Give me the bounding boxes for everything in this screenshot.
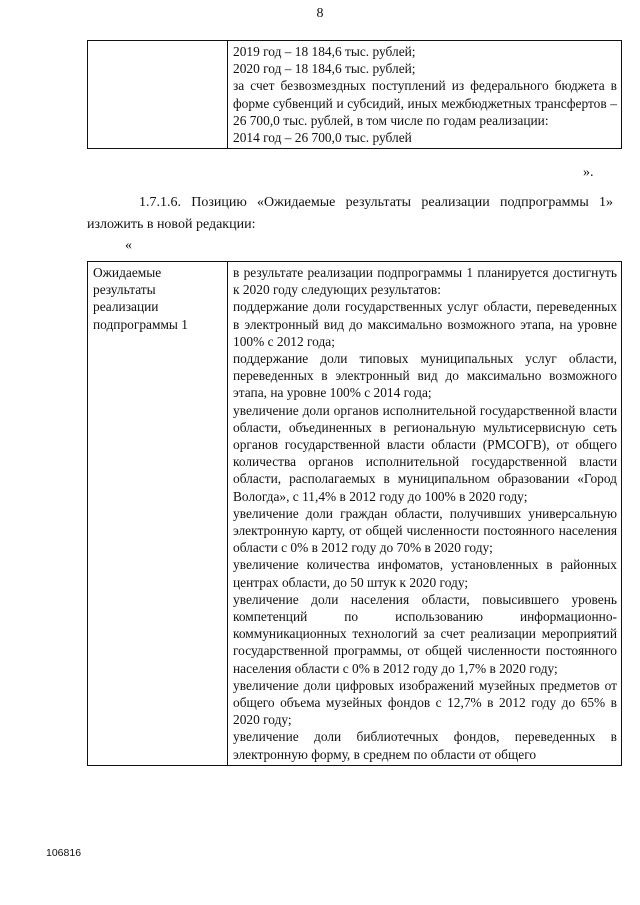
funding-table-continued (87, 40, 622, 149)
opening-quote: « (125, 238, 132, 253)
amendment-paragraph (87, 192, 613, 236)
funding-table-right-cell (228, 41, 622, 149)
funding-table-left-cell (88, 41, 228, 149)
result-item: увеличение доли органов исполнительной государственной власти области, объединенных в региональную мультисервисную сеть органов государственной власти области (РМСОГВ), от общего количества органов исполнительной государственной власти области, располагаемых в муниципальном образовании «Город Вологда», с 11,4% в 2012 году до 100% в 2020 году; (233, 402, 617, 504)
result-item: увеличение доли библиотечных фондов, переведенных в электронную форму, в среднем по области от общего (233, 729, 617, 762)
result-item: увеличение доли населения области, повысившего уровень компетенций по использованию информационно-коммуникационных технологий за счет реализации мероприятий государственной программы, от общей численности постоянного населения области с 0% в 2012 году до 1,7% в 2020 году; (233, 591, 617, 676)
result-item: увеличение доли граждан области, получивших универсальную электронную карту, от общей численности постоянного населения области с 0% в 2012 году до 70% в 2020 году; (233, 505, 617, 556)
funding-line: 2019 год – 18 184,6 тыс. рублей; (233, 44, 416, 59)
amendment-paragraph-text: 1.7.1.6. Позицию «Ожидаемые результаты реализации подпрограммы 1» изложить в новой редакции: (87, 195, 613, 232)
result-item: поддержание доли государственных услуг области, переведенных в электронный вид до максимально возможного этапа, на уровне 100% с 2012 года; (233, 299, 617, 349)
document-code: 106816 (46, 847, 82, 859)
closing-quote: ». (583, 165, 594, 180)
result-item: увеличение доли цифровых изображений музейных предметов от общего объема музейных фондов с 12,7% в 2012 году до 65% в 2020 году; (233, 677, 617, 728)
funding-line: за счет безвозмездных поступлений из федерального бюджета в форме субвенций и субсидий, иных межбюджетных трансфертов – 26 700,0 тыс. рублей, в том числе по годам реализации: (233, 78, 617, 128)
result-item: увеличение количества инфоматов, установленных в районных центрах области, до 50 штук к 2020 году; (233, 557, 617, 590)
page-number: 8 (316, 6, 324, 21)
result-item: в результате реализации подпрограммы 1 планируется достигнуть к 2020 году следующих результатов: (233, 265, 617, 298)
expected-results-label: Ожидаемые результаты реализации подпрограммы 1 (88, 262, 228, 766)
expected-results-content (228, 262, 622, 766)
result-item: поддержание доли типовых муниципальных услуг области, переведенных в электронный вид до максимально возможного этапа, на уровне 100% с 2014 года; (233, 351, 617, 401)
funding-line: 2014 год – 26 700,0 тыс. рублей (233, 130, 412, 146)
funding-line: 2020 год – 18 184,6 тыс. рублей; (233, 61, 416, 77)
expected-results-table (87, 261, 622, 766)
